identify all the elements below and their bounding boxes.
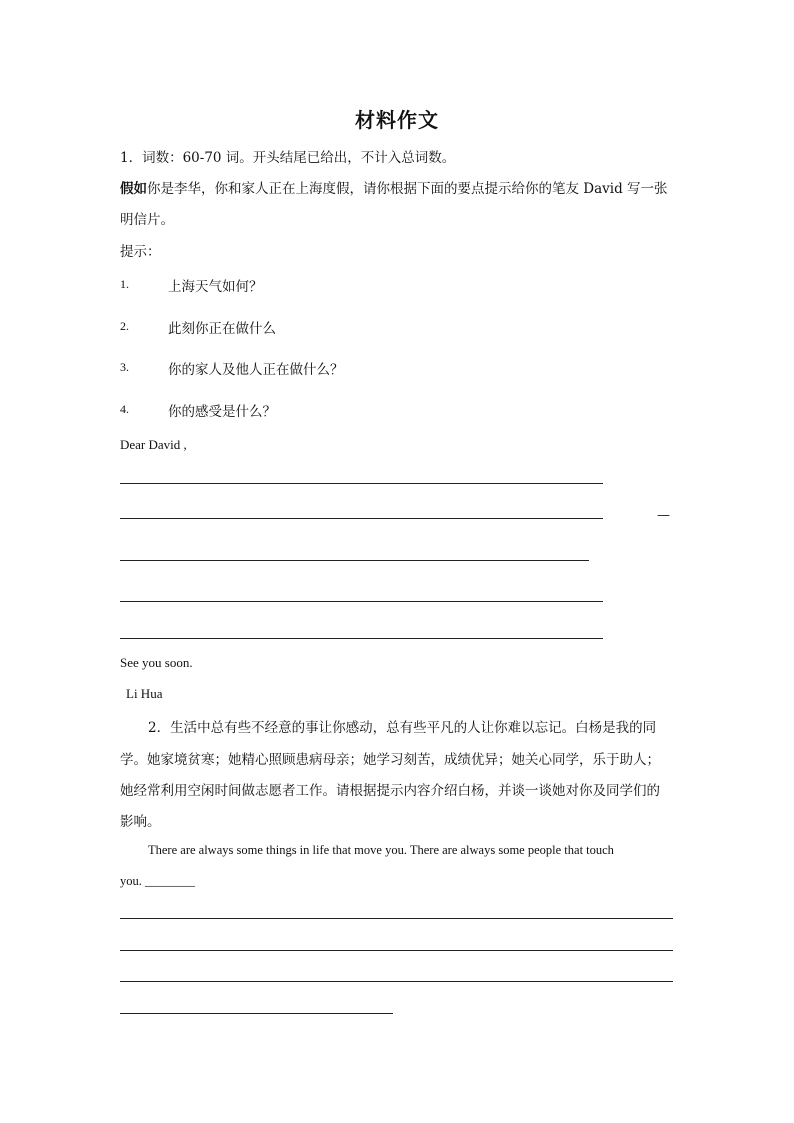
hint-text: 上海天气如何？ <box>168 279 263 295</box>
hint-number: 3. <box>120 360 129 374</box>
answer-line <box>120 601 603 602</box>
q2-para-line3: 她经常利用空闲时间做志愿者工作。请根据提示内容介绍白杨，并谈一谈她对你及同学们的 <box>120 783 660 799</box>
hint-text: 你的感受是什么？ <box>168 404 276 420</box>
q2-start-line1: There are always some things in life that move you. There are always some people that touch <box>148 843 614 857</box>
answer-line <box>120 483 603 484</box>
answer-line <box>120 1013 393 1014</box>
q2-para-line1: 2．生活中总有些不经意的事让你感动，总有些平凡的人让你难以忘记。白杨是我的同 <box>148 720 657 736</box>
q1-prompt-line2: 明信片。 <box>120 212 174 228</box>
hint-number: 1. <box>120 277 129 291</box>
hint-number: 2. <box>120 319 129 333</box>
q1-hints-label: 提示： <box>120 244 161 260</box>
q1-requirement: 1．词数：60-70 词。开头结尾已给出，不计入总词数。 <box>120 150 456 166</box>
q1-prompt-text: 你是李华，你和家人正在上海度假，请你根据下面的要点提示给你的笔友 David 写一张 <box>147 181 668 197</box>
letter-closing: See you soon. <box>120 655 193 670</box>
q2-para-line4: 影响。 <box>120 814 161 830</box>
q2-para-line2: 学。她家境贫寒；她精心照顾患病母亲；她学习刻苦，成绩优异；她关心同学，乐于助人； <box>120 752 660 768</box>
page-title: 材料作文 <box>355 108 439 132</box>
answer-line <box>120 560 589 561</box>
letter-signature: Li Hua <box>126 686 163 701</box>
letter-greeting: Dear David , <box>120 437 187 452</box>
q1-prompt-bold: 假如 <box>120 181 147 197</box>
hint-text: 此刻你正在做什么 <box>168 321 276 337</box>
answer-line <box>120 638 603 639</box>
answer-line <box>120 950 673 951</box>
q2-start-line2: you. ________ <box>120 874 195 888</box>
q1-prompt-line1 <box>120 177 668 197</box>
hint-number: 4. <box>120 402 129 416</box>
answer-line <box>120 518 603 519</box>
answer-line <box>120 981 673 982</box>
stray-dash: — <box>657 508 670 523</box>
answer-line <box>120 918 673 919</box>
hint-text: 你的家人及他人正在做什么？ <box>168 362 344 378</box>
